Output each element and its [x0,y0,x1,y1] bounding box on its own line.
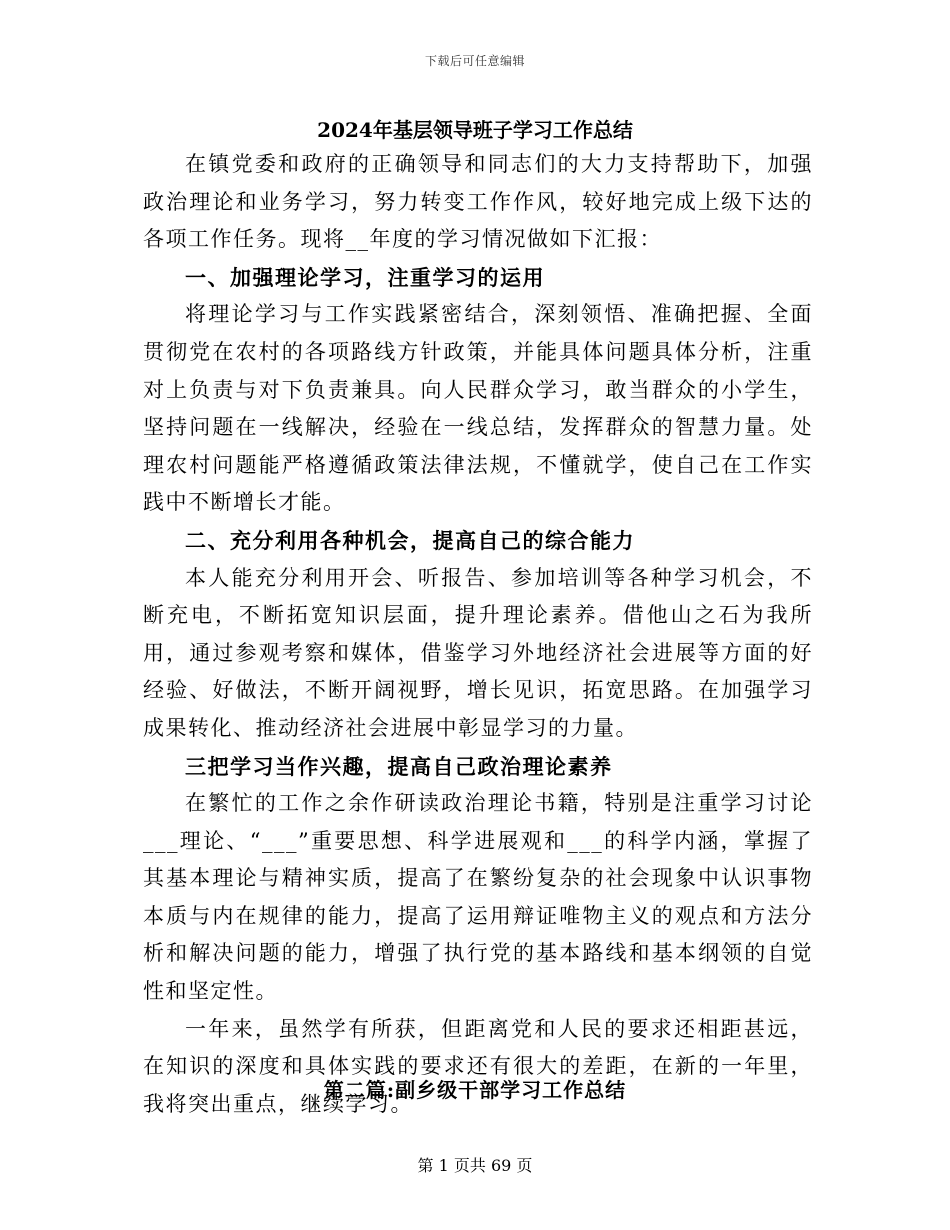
section-3-paragraph: 在繁忙的工作之余作研读政治理论书籍，特别是注重学习讨论___理论、“___”重要思想、科学进展观和___的科学内涵，掌握了其基本理论与精神实质，提高了在繁纷复杂的社会现象中认识事物本质与内在规律的能力，提高了运用辩证唯物主义的观点和方法分析和解决问题的能力，增强了执行党的基本路线和基本纲领的自觉性和坚定性。 [143,791,813,1004]
page-footer: 第 1 页共 69 页 [417,1156,533,1175]
document-body [143,146,813,1123]
intro-paragraph: 在镇党委和政府的正确领导和同志们的大力支持帮助下，加强政治理论和业务学习，努力转变工作作风，较好地完成上级下达的各项工作任务。现将__年度的学习情况做如下汇报： [143,152,813,252]
section-1-paragraph: 将理论学习与工作实践紧密结合，深刻领悟、准确把握、全面贯彻党在农村的各项路线方针政策，并能具体问题具体分析，注重对上负责与对下负责兼具。向人民群众学习，敢当群众的小学生，坚持问题在一线解决，经验在一线总结，发挥群众的智慧力量。处理农村问题能严格遵循政策法律法规，不懂就学，使自己在工作实践中不断增长才能。 [143,302,813,515]
next-section-title: 第二篇:副乡级干部学习工作总结 [323,1078,627,1102]
conclusion-paragraph: 一年来，虽然学有所获，但距离党和人民的要求还相距甚远，在知识的深度和具体实践的要求还有很大的差距，在新的一年里，我将突出重点，继续学习。 [143,1016,813,1116]
header-note: 下载后可任意编辑 [424,54,525,68]
document-title: 2024年基层领导班子学习工作总结 [317,118,633,142]
section-2-heading: 二、充分利用各种机会，提高自己的综合能力 [185,527,635,553]
section-2-paragraph: 本人能充分利用开会、听报告、参加培训等各种学习机会，不断充电，不断拓宽知识层面，提升理论素养。借他山之石为我所用，通过参观考察和媒体，借鉴学习外地经济社会进展等方面的好经验、好做法，不断开阔视野，增长见识，拓宽思路。在加强学习成果转化、推动经济社会进展中彰显学习的力量。 [143,565,813,740]
section-3-heading: 三把学习当作兴趣，提高自己政治理论素养 [185,753,613,779]
section-1-heading: 一、加强理论学习，注重学习的运用 [185,264,545,290]
